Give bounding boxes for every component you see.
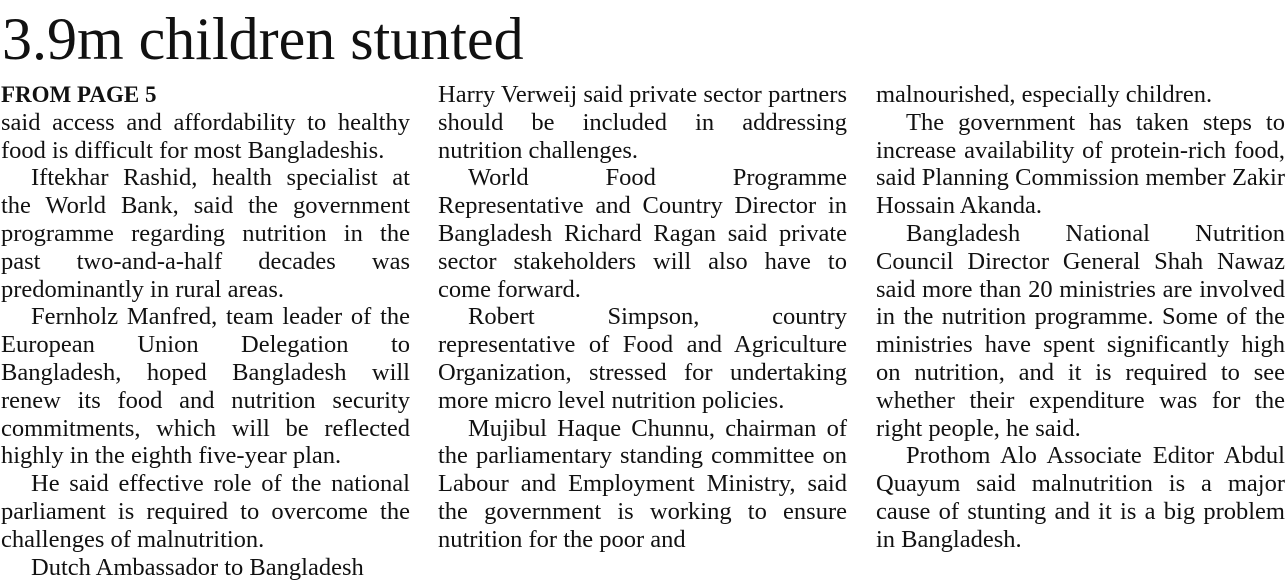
paragraph: Mujibul Haque Chunnu, chairman of the parliamentary standing committee on Labour and Employment Ministry, said the government is working to ensure nutrition for the poor and — [438, 414, 847, 553]
article-column-1 — [1, 81, 410, 581]
article-column-2 — [438, 81, 847, 554]
paragraph: Dutch Ambassador to Bangladesh — [31, 553, 364, 581]
paragraph: World Food Programme Representative and Country Director in Bangladesh Richard Ragan said private sector stakeholders will also have to come forward. — [438, 164, 847, 303]
paragraph: Iftekhar Rashid, health specialist at the World Bank, said the government programme regarding nutrition in the past two-and-a-half decades was predominantly in rural areas. — [1, 164, 410, 303]
paragraph: Prothom Alo Associate Editor Abdul Quayum said malnutrition is a major cause of stunting and it is a big problem in Bangladesh. — [876, 442, 1285, 553]
paragraph: Harry Verweij said private sector partners should be included in addressing nutrition challenges. — [438, 81, 847, 164]
continued-from-label: FROM PAGE 5 — [1, 82, 157, 107]
paragraph: Robert Simpson, country representative of Food and Agriculture Organization, stressed for undertaking more micro level nutrition policies. — [438, 303, 847, 414]
paragraph: He said effective role of the national parliament is required to overcome the challenges of malnutrition. — [1, 470, 410, 553]
article-column-3 — [876, 81, 1285, 554]
paragraph: malnourished, especially children. — [876, 81, 1213, 108]
paragraph: The government has taken steps to increase availability of protein-rich food, said Planning Commission member Zakir Hossain Akanda. — [876, 108, 1285, 220]
paragraph: said access and affordability to healthy food is difficult for most Bangladeshis. — [1, 108, 410, 164]
paragraph: Fernholz Manfred, team leader of the European Union Delegation to Bangladesh, hoped Bangladesh will renew its food and nutrition security commitments, which will be reflected highly in the eighth five-year plan. — [1, 303, 410, 470]
paragraph: Bangladesh National Nutrition Council Director General Shah Nawaz said more than 20 ministries are involved in the nutrition programme. Some of the ministries have spent significantly high on nutrition, and it is required to see whether their expenditure was for the right people, he said. — [876, 219, 1285, 442]
article-headline: 3.9m children stunted — [2, 6, 524, 72]
